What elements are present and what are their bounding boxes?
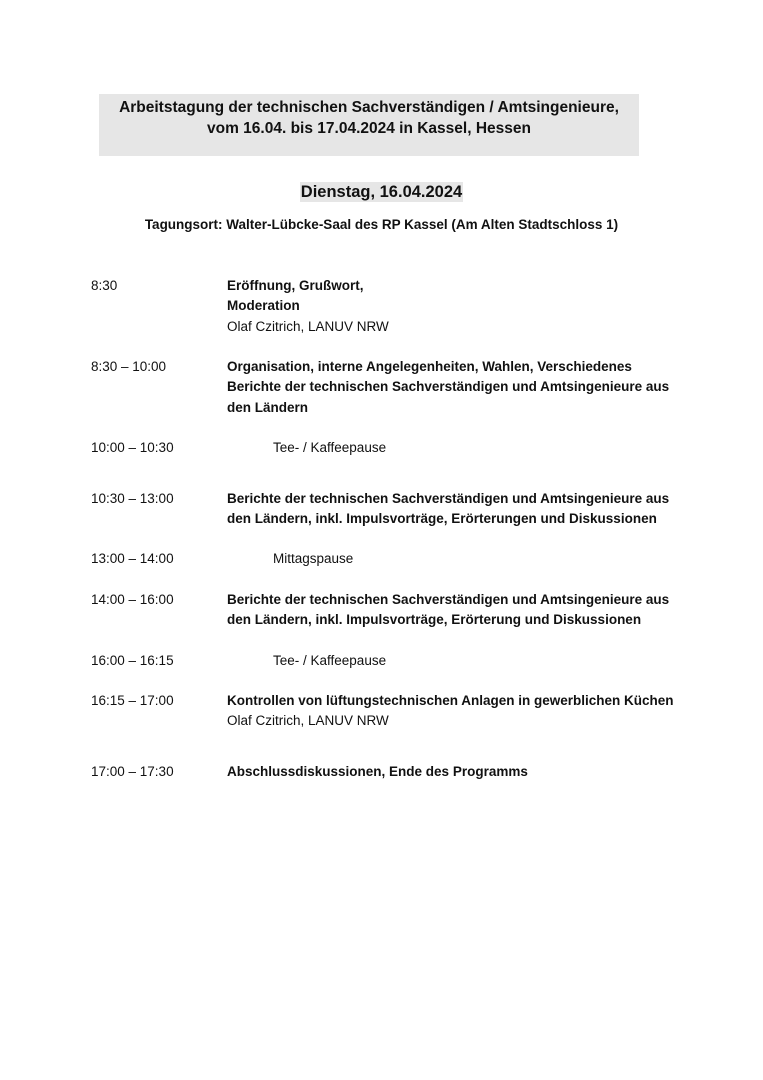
- title-line-1: Arbeitstagung der technischen Sachverständigen / Amtsingenieure,: [119, 99, 619, 116]
- title-line-2: vom 16.04. bis 17.04.2024 in Kassel, Hessen: [207, 120, 531, 137]
- schedule-break: Mittagspause: [273, 551, 354, 566]
- day-heading-text: Dienstag, 16.04.2024: [300, 183, 463, 201]
- schedule-time: 10:00 – 10:30: [91, 440, 174, 455]
- schedule-item-title: Berichte der technischen Sachverständigen und Amtsingenieure aus: [227, 491, 670, 506]
- schedule-content: [273, 438, 743, 458]
- schedule-content: [273, 651, 743, 671]
- schedule-time: 10:30 – 13:00: [91, 491, 174, 506]
- schedule-item-title: den Ländern: [227, 399, 309, 415]
- schedule-break: Tee- / Kaffeepause: [273, 653, 387, 668]
- schedule-item-title: Organisation, interne Angelegenheiten, Wahlen, Verschiedenes: [227, 359, 632, 374]
- schedule-item-title: Berichte der technischen Sachverständigen und Amtsingenieure aus: [227, 592, 670, 607]
- schedule-content: [227, 489, 697, 530]
- schedule-time: 14:00 – 16:00: [91, 592, 174, 607]
- schedule-time: 16:15 – 17:00: [91, 693, 174, 708]
- day-heading: [0, 183, 763, 202]
- schedule-content: [227, 762, 697, 782]
- schedule-item-title: Moderation: [227, 298, 300, 314]
- schedule-item-title: Kontrollen von lüftungstechnischen Anlagen in gewerblichen Küchen: [227, 693, 674, 708]
- schedule-content: [227, 357, 697, 418]
- schedule-content: [227, 691, 697, 732]
- venue: Tagungsort: Walter-Lübcke-Saal des RP Kassel (Am Alten Stadtschloss 1): [144, 217, 619, 232]
- schedule-time: 16:00 – 16:15: [91, 653, 174, 668]
- schedule-content: [273, 549, 743, 569]
- schedule-item-title: den Ländern, inkl. Impulsvorträge, Erörterungen und Diskussionen: [227, 511, 657, 527]
- schedule-time: 17:00 – 17:30: [91, 764, 174, 779]
- schedule-content: [227, 276, 697, 337]
- schedule-content: [227, 590, 697, 631]
- schedule-time: 13:00 – 14:00: [91, 551, 174, 566]
- schedule-item-title: Abschlussdiskussionen, Ende des Programms: [227, 764, 528, 779]
- schedule-speaker: Olaf Czitrich, LANUV NRW: [227, 318, 389, 334]
- schedule-time: 8:30: [91, 278, 118, 293]
- schedule-time: 8:30 – 10:00: [91, 359, 167, 374]
- schedule-item-title: Berichte der technischen Sachverständigen und Amtsingenieure aus: [227, 379, 670, 395]
- schedule-speaker: Olaf Czitrich, LANUV NRW: [227, 713, 389, 729]
- schedule-break: Tee- / Kaffeepause: [273, 440, 387, 455]
- schedule-item-title: Eröffnung, Grußwort,: [227, 278, 364, 293]
- schedule-item-title: den Ländern, inkl. Impulsvorträge, Erörterung und Diskussionen: [227, 612, 642, 628]
- title-box: [99, 94, 639, 156]
